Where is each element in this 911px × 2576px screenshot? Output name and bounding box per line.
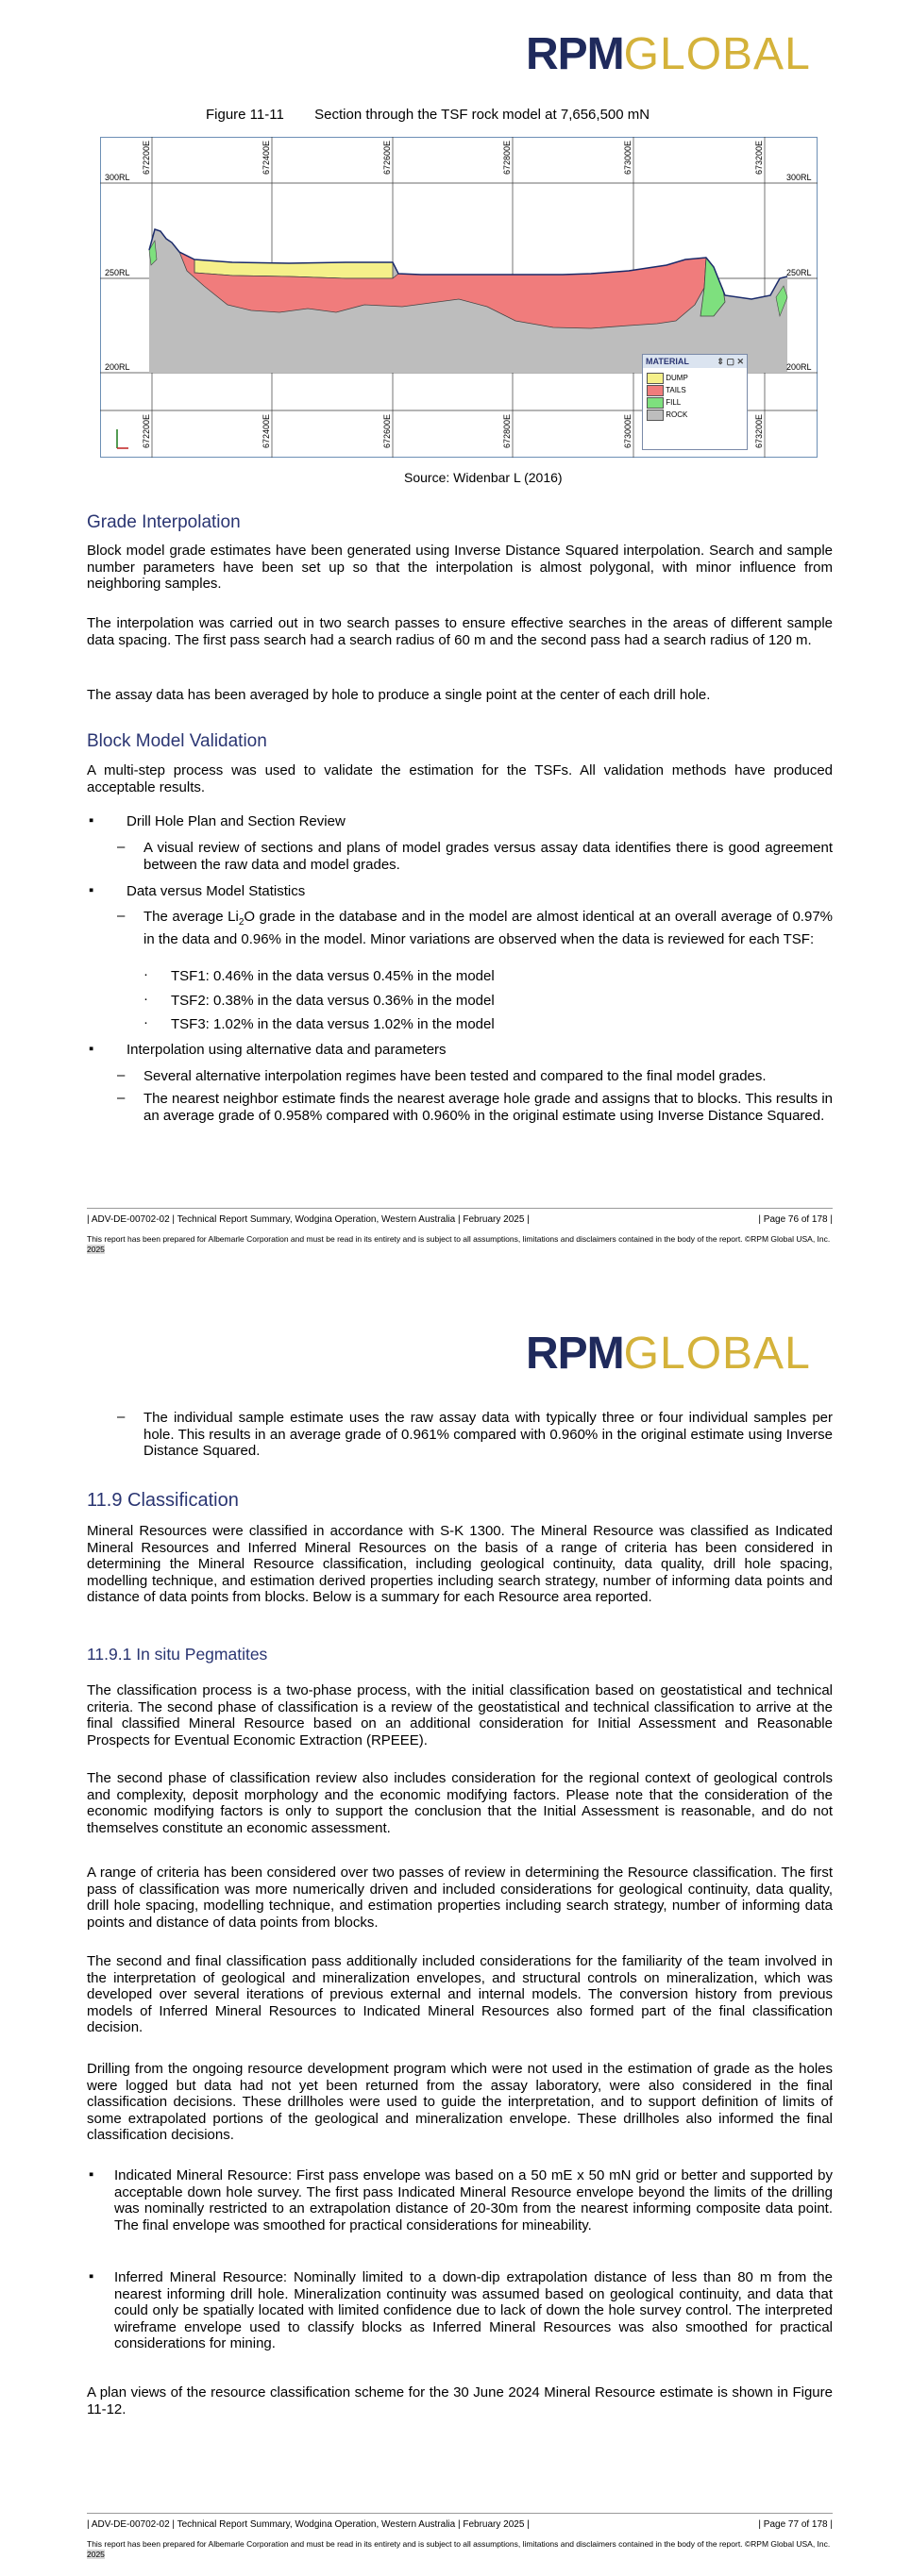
footer-text: | ADV-DE-00702-02 | Technical Report Summary, Wodgina Operation, Western Australia | February 2025 | xyxy=(87,1214,530,1225)
legend-item xyxy=(643,396,747,409)
legend-swatch xyxy=(647,397,664,409)
rpm-global-logo xyxy=(526,1328,828,1377)
logo-global: GLOBAL xyxy=(623,1329,811,1379)
tick-label: 672400E xyxy=(261,141,271,176)
tsf-item: TSF3: 1.02% in the data versus 1.02% in the model xyxy=(171,1016,495,1032)
dash-icon: – xyxy=(117,1067,126,1083)
legend-window-controls-icon[interactable]: ⇕ ▢ ✕ xyxy=(717,357,744,366)
in-situ-pegmatites-heading: 11.9.1 In situ Pegmatites xyxy=(87,1645,268,1664)
tick-label: 672600E xyxy=(382,141,392,176)
disclaimer-year: 2025 xyxy=(87,1245,105,1254)
disclaimer-text: This report has been prepared for Albemarle Corporation and must be read in its entirety and is subject to all assumptions, limitations and disclaimers contained in the body of the report. ©RPM Global USA, Inc. xyxy=(87,1234,831,1244)
tick-label: 673200E xyxy=(754,414,764,449)
figure-caption xyxy=(206,107,650,123)
dash-icon: – xyxy=(117,1409,126,1425)
level-label-left: 250RL xyxy=(105,268,130,277)
paragraph: A range of criteria has been considered over two passes of review in determining the Resource classification. The first pass of classification was more numerically driven and included considerations for geological continuity, data quality, drill hole spacing, modelling technique, and estimation properties including search strategy, number of informing data points and distance of data points from blocks. xyxy=(87,1865,833,1931)
bullet-icon: ▪ xyxy=(89,2166,94,2183)
legend-label: FILL xyxy=(666,398,682,407)
sub-bullet-item: Several alternative interpolation regimes have been tested and compared to the final model grades. xyxy=(143,1068,767,1084)
tick-label: 672600E xyxy=(382,414,392,449)
legend-title: MATERIAL xyxy=(646,357,689,366)
legend-item xyxy=(643,372,747,384)
paragraph: The second and final classification pass additionally included considerations for the familiarity of the team involved in the interpretation of geological and mineralization envelopes, and structural controls on mineralization, which was developed over several iterations of previous external and internal models. The conversion history from previous models of Inferred Mineral Resources to Indicated Mineral Resources also formed part of the final classification decision. xyxy=(87,1953,833,2036)
tsf-item: TSF1: 0.46% in the data versus 0.45% in the model xyxy=(171,968,495,984)
material-legend xyxy=(642,354,748,450)
level-label-right: 200RL xyxy=(786,362,812,372)
block-model-validation-heading: Block Model Validation xyxy=(87,731,267,751)
bullet-item: Interpolation using alternative data and parameters xyxy=(127,1042,447,1058)
bullet-item: Data versus Model Statistics xyxy=(127,883,306,899)
page-number: | Page 76 of 178 | xyxy=(758,1214,833,1225)
tick-label: 673000E xyxy=(623,141,633,176)
tick-label: 673200E xyxy=(754,141,764,176)
bullet-icon: ▪ xyxy=(89,2268,94,2284)
figure-number: Figure 11-11 xyxy=(206,107,284,123)
bullet-icon: ▪ xyxy=(89,1041,94,1057)
page-77 xyxy=(0,1288,911,2576)
tick-label: 672200E xyxy=(142,414,151,449)
legend-titlebar xyxy=(643,355,747,368)
legend-item xyxy=(643,409,747,421)
legend-label: TAILS xyxy=(666,386,686,394)
footer-text: | ADV-DE-00702-02 | Technical Report Summary, Wodgina Operation, Western Australia | February 2025 | xyxy=(87,2519,530,2530)
logo-rpm: RPM xyxy=(526,1329,624,1379)
level-label-right: 300RL xyxy=(786,173,812,182)
bullet-icon: ▪ xyxy=(89,882,94,898)
dot-icon: · xyxy=(143,991,148,1007)
tick-label: 672400E xyxy=(261,414,271,449)
paragraph: The second phase of classification review also includes consideration for the regional context of geological controls and complexity, deposit morphology and the economic modifying factors. Please note that the consideration of the economic modifying factors is only to support the conclusion that the Initial Assessment is reasonable, and do not themselves constitute an economic assessment. xyxy=(87,1770,833,1836)
classification-heading: 11.9 Classification xyxy=(87,1490,239,1511)
legend-swatch xyxy=(647,373,664,384)
section-figure xyxy=(100,137,818,458)
logo-rpm: RPM xyxy=(526,29,624,79)
level-label-left: 300RL xyxy=(105,173,130,182)
level-label-left: 200RL xyxy=(105,362,130,372)
disclaimer-text: This report has been prepared for Albemarle Corporation and must be read in its entirety and is subject to all assumptions, limitations and disclaimers contained in the body of the report. ©RPM Global USA, Inc. xyxy=(87,2539,831,2549)
sub-bullet-item xyxy=(143,909,833,947)
sub-bullet-item: A visual review of sections and plans of model grades versus assay data identifies there is good agreement between the raw data and model grades. xyxy=(143,840,833,873)
footer xyxy=(87,2519,833,2530)
disclaimer xyxy=(87,1234,833,1255)
tick-label: 672800E xyxy=(502,141,512,176)
tick-label: 672200E xyxy=(142,141,151,176)
tick-label: 672800E xyxy=(502,414,512,449)
footer-rule xyxy=(87,2513,833,2514)
tsf-item: TSF2: 0.38% in the data versus 0.36% in the model xyxy=(171,993,495,1009)
dot-icon: · xyxy=(143,966,148,982)
paragraph: A plan views of the resource classification scheme for the 30 June 2024 Mineral Resource estimate is shown in Figure 11-12. xyxy=(87,2384,833,2417)
logo-global: GLOBAL xyxy=(623,29,811,79)
page-number: | Page 77 of 178 | xyxy=(758,2519,833,2530)
paragraph: The assay data has been averaged by hole to produce a single point at the center of each drill hole. xyxy=(87,687,711,703)
dot-icon: · xyxy=(143,1014,148,1030)
legend-label: DUMP xyxy=(666,374,688,382)
paragraph: A multi-step process was used to validate the estimation for the TSFs. All validation methods have produced acceptable results. xyxy=(87,762,833,795)
subscript: 2 xyxy=(238,917,245,928)
figure-title: Section through the TSF rock model at 7,656,500 mN xyxy=(314,107,650,123)
disclaimer xyxy=(87,2539,833,2560)
sub-bullet-item: The individual sample estimate uses the raw assay data with typically three or four individual samples per hole. This results in an average grade of 0.961% compared with 0.960% in the original estimate using Inverse Distance Squared. xyxy=(143,1410,833,1460)
legend-swatch xyxy=(647,410,664,421)
legend-item xyxy=(643,384,747,396)
figure-source: Source: Widenbar L (2016) xyxy=(404,470,563,485)
tick-label: 673000E xyxy=(623,414,633,449)
paragraph: Mineral Resources were classified in accordance with S-K 1300. The Mineral Resource was classified as Indicated Mineral Resources and Inferred Mineral Resources on the basis of a range of criteria has been considered in determining the Mineral Resource classification, including geological continuity, data quality, drill hole spacing, modelling technique, and estimation derived properties including search strategy, number of informing data points and distance of data points from blocks. Below is a summary for each Resource area reported. xyxy=(87,1523,833,1606)
legend-label: ROCK xyxy=(666,410,688,419)
dash-icon: – xyxy=(117,908,126,924)
footer xyxy=(87,1214,833,1225)
dash-icon: – xyxy=(117,839,126,855)
sub-bullet-item: The nearest neighbor estimate finds the nearest average hole grade and assigns that to blocks. This results in an average grade of 0.958% compared with 0.960% in the original estimate using Inverse Distance Squared. xyxy=(143,1091,833,1124)
bullet-item: Inferred Mineral Resource: Nominally limited to a down-dip extrapolation distance of less than 80 m from the nearest informing drill hole. Mineralization continuity was assumed based on geological continuity, and data that could only be spatially located with limited confidence due to lack of down the hole survey control. The interpreted wireframe envelope used to classify blocks as Inferred Mineral Resources was also smoothed for practical considerations for mining. xyxy=(114,2269,833,2352)
bullet-icon: ▪ xyxy=(89,812,94,828)
rpm-global-logo xyxy=(526,28,828,77)
text-run: The average Li xyxy=(143,909,239,925)
legend-swatch xyxy=(647,385,664,396)
paragraph: Drilling from the ongoing resource development program which were not used in the estimation of grade as the holes were logged but data had not yet been returned from the assay laboratory, were also considered in the final classification decisions. These drillholes were used to guide the interpretation, and to support definition of limits of some extrapolated portions of the geological and mineralization envelope. These drillholes also informed the final classification decisions. xyxy=(87,2061,833,2144)
dash-icon: – xyxy=(117,1090,126,1106)
text-run: O grade in the database and in the model are almost identical at an overall average of 0.97% in the data and 0.96% in the model. Minor variations are observed when the data is reviewed for each TSF: xyxy=(143,909,833,947)
paragraph: The interpolation was carried out in two search passes to ensure effective searches in the areas of different sample data spacing. The first pass search had a search radius of 60 m and the second pass had a search radius of 120 m. xyxy=(87,615,833,648)
grade-interpolation-heading: Grade Interpolation xyxy=(87,512,241,532)
paragraph: Block model grade estimates have been generated using Inverse Distance Squared interpolation. Search and sample number parameters have been set up so that the interpolation is almost polygonal, with minor influence from neighboring samples. xyxy=(87,543,833,593)
bullet-item: Indicated Mineral Resource: First pass envelope was based on a 50 mE x 50 mN grid or better and supported by acceptable down hole survey. The first pass Indicated Mineral Resource envelope beyond the limits of the drilling was nominally restricted to an extrapolation distance of 20-30m from the nearest informing composite data point. The final envelope was smoothed for practical considerations for mineability. xyxy=(114,2167,833,2233)
paragraph: The classification process is a two-phase process, with the initial classification based on geostatistical and technical criteria. The second phase of classification is a review of the geostatistical and technical classification to arrive at the final classified Mineral Resource based on an additional consideration for Initial Assessment and Reasonable Prospects for Eventual Economic Extraction (RPEEE). xyxy=(87,1682,833,1748)
footer-rule xyxy=(87,1208,833,1209)
disclaimer-year: 2025 xyxy=(87,2550,105,2559)
level-label-right: 250RL xyxy=(786,268,812,277)
bullet-item: Drill Hole Plan and Section Review xyxy=(127,813,346,829)
